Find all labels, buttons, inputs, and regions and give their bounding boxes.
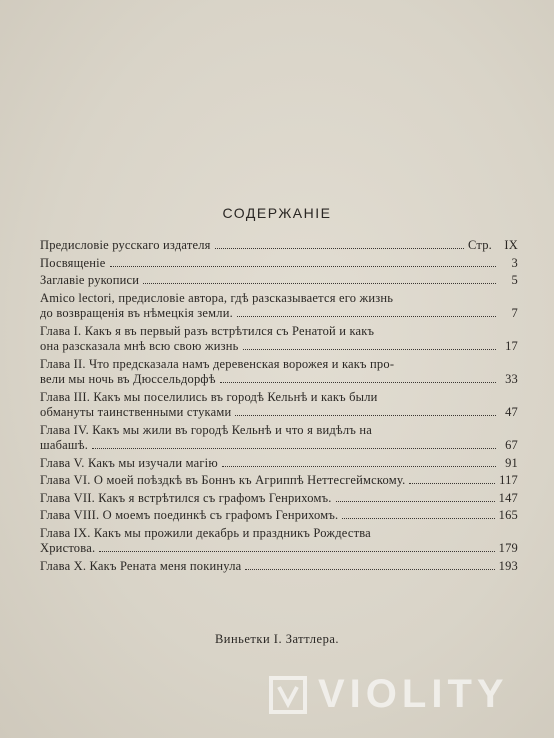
toc-entry <box>40 238 518 254</box>
dot-leader <box>99 542 494 552</box>
toc-entry-text: Посвященіе <box>40 255 106 270</box>
toc-entry-text-line1: Глава IX. Какъ мы прожили декабрь и праздникъ Рождества <box>40 525 371 540</box>
toc-entry-text: вели мы ночь въ Дюссельдорфѣ <box>40 372 216 386</box>
toc-entry-text: Глава V. Какъ мы изучали магію <box>40 455 218 470</box>
dot-leader <box>222 457 496 467</box>
toc-entry <box>40 324 518 355</box>
toc-entry-text: Предисловіе русскаго издателя <box>40 238 211 252</box>
toc-entry <box>40 273 518 289</box>
toc-entry-text-line1: Глава II. Что предсказала намъ деревенская ворожея и какъ про- <box>40 356 395 371</box>
page-number: 5 <box>511 273 518 287</box>
toc-entry-text: Глава X. Какъ Рената меня покинула <box>40 558 242 573</box>
toc-entry-text: Глава VIII. О моемъ поединкѣ съ графомъ Генрихомъ. <box>40 508 339 522</box>
page-number: 193 <box>498 558 518 573</box>
toc-entry <box>40 423 518 454</box>
dot-leader <box>110 257 496 267</box>
toc-entry-text-line1: Amico lectori, предисловіе автора, гдѣ разсказывается его жизнь <box>40 290 394 305</box>
toc-entry <box>40 256 518 272</box>
page-number: 3 <box>511 255 518 270</box>
watermark <box>268 672 509 717</box>
page-number: 165 <box>498 508 518 522</box>
page-number: 7 <box>511 306 518 320</box>
toc-entry <box>40 559 518 575</box>
toc-entry-text: Глава VII. Какъ я встрѣтился съ графомъ Генрихомъ. <box>40 490 332 505</box>
toc-entry-text: Христова. <box>40 541 96 555</box>
page-title: СОДЕРЖАНІЕ <box>222 205 332 221</box>
page-number: 117 <box>499 473 518 487</box>
toc-entry <box>40 473 518 489</box>
dot-leader <box>92 439 496 449</box>
dot-leader <box>342 509 494 519</box>
dot-leader <box>336 492 495 502</box>
dot-leader <box>143 274 496 284</box>
toc-entry <box>40 291 518 322</box>
toc-entry-text: Заглавіе рукописи <box>40 273 140 287</box>
toc-entry <box>40 491 518 507</box>
page-number: 147 <box>498 490 518 505</box>
toc-entry-text: она разсказала мнѣ всю свою жизнь <box>40 339 239 353</box>
toc-entry-text-line1: Глава I. Какъ я въ первый разъ встрѣтился съ Ренатой и какъ <box>40 323 375 338</box>
toc-entry-text: обмануты таинственными стуками <box>40 405 232 419</box>
page-number: 47 <box>505 405 518 419</box>
toc-entry <box>40 456 518 472</box>
toc-entry-text: шабашѣ. <box>40 438 89 452</box>
toc-entry <box>40 508 518 524</box>
page-prefix: Стр. <box>468 238 492 252</box>
dot-leader <box>243 340 496 350</box>
dot-leader <box>220 373 496 383</box>
toc-entry-text-line1: Глава III. Какъ мы поселились въ городѣ Кельнѣ и какъ были <box>40 389 378 404</box>
watermark-text: VIOLITY <box>318 672 509 716</box>
dot-leader <box>245 560 494 570</box>
toc-entry-text: Глава VI. О моей поѣздкѣ въ Боннъ къ Агриппѣ Неттесгеймскому. <box>40 473 406 487</box>
toc-entry-text-line1: Глава IV. Какъ мы жили въ городѣ Кельнѣ и что я видѣлъ на <box>40 422 372 437</box>
page-number: 33 <box>505 372 518 386</box>
toc-entry <box>40 357 518 388</box>
illustrations-credit: Виньетки I. Заттлера. <box>214 632 340 646</box>
page-number: 179 <box>498 541 518 555</box>
page-number: 91 <box>505 455 518 470</box>
toc-entry <box>40 390 518 421</box>
table-of-contents <box>40 238 518 574</box>
dot-leader <box>235 406 496 416</box>
dot-leader <box>237 307 496 317</box>
dot-leader <box>215 239 464 249</box>
page-number: 67 <box>505 438 518 452</box>
violity-logo-icon <box>268 675 308 715</box>
toc-entry-text: до возвращенія въ нѣмецкія земли. <box>40 306 233 320</box>
page-number: IX <box>504 238 518 252</box>
page-number: 17 <box>505 339 518 353</box>
toc-entry <box>40 526 518 557</box>
dot-leader <box>409 474 495 484</box>
